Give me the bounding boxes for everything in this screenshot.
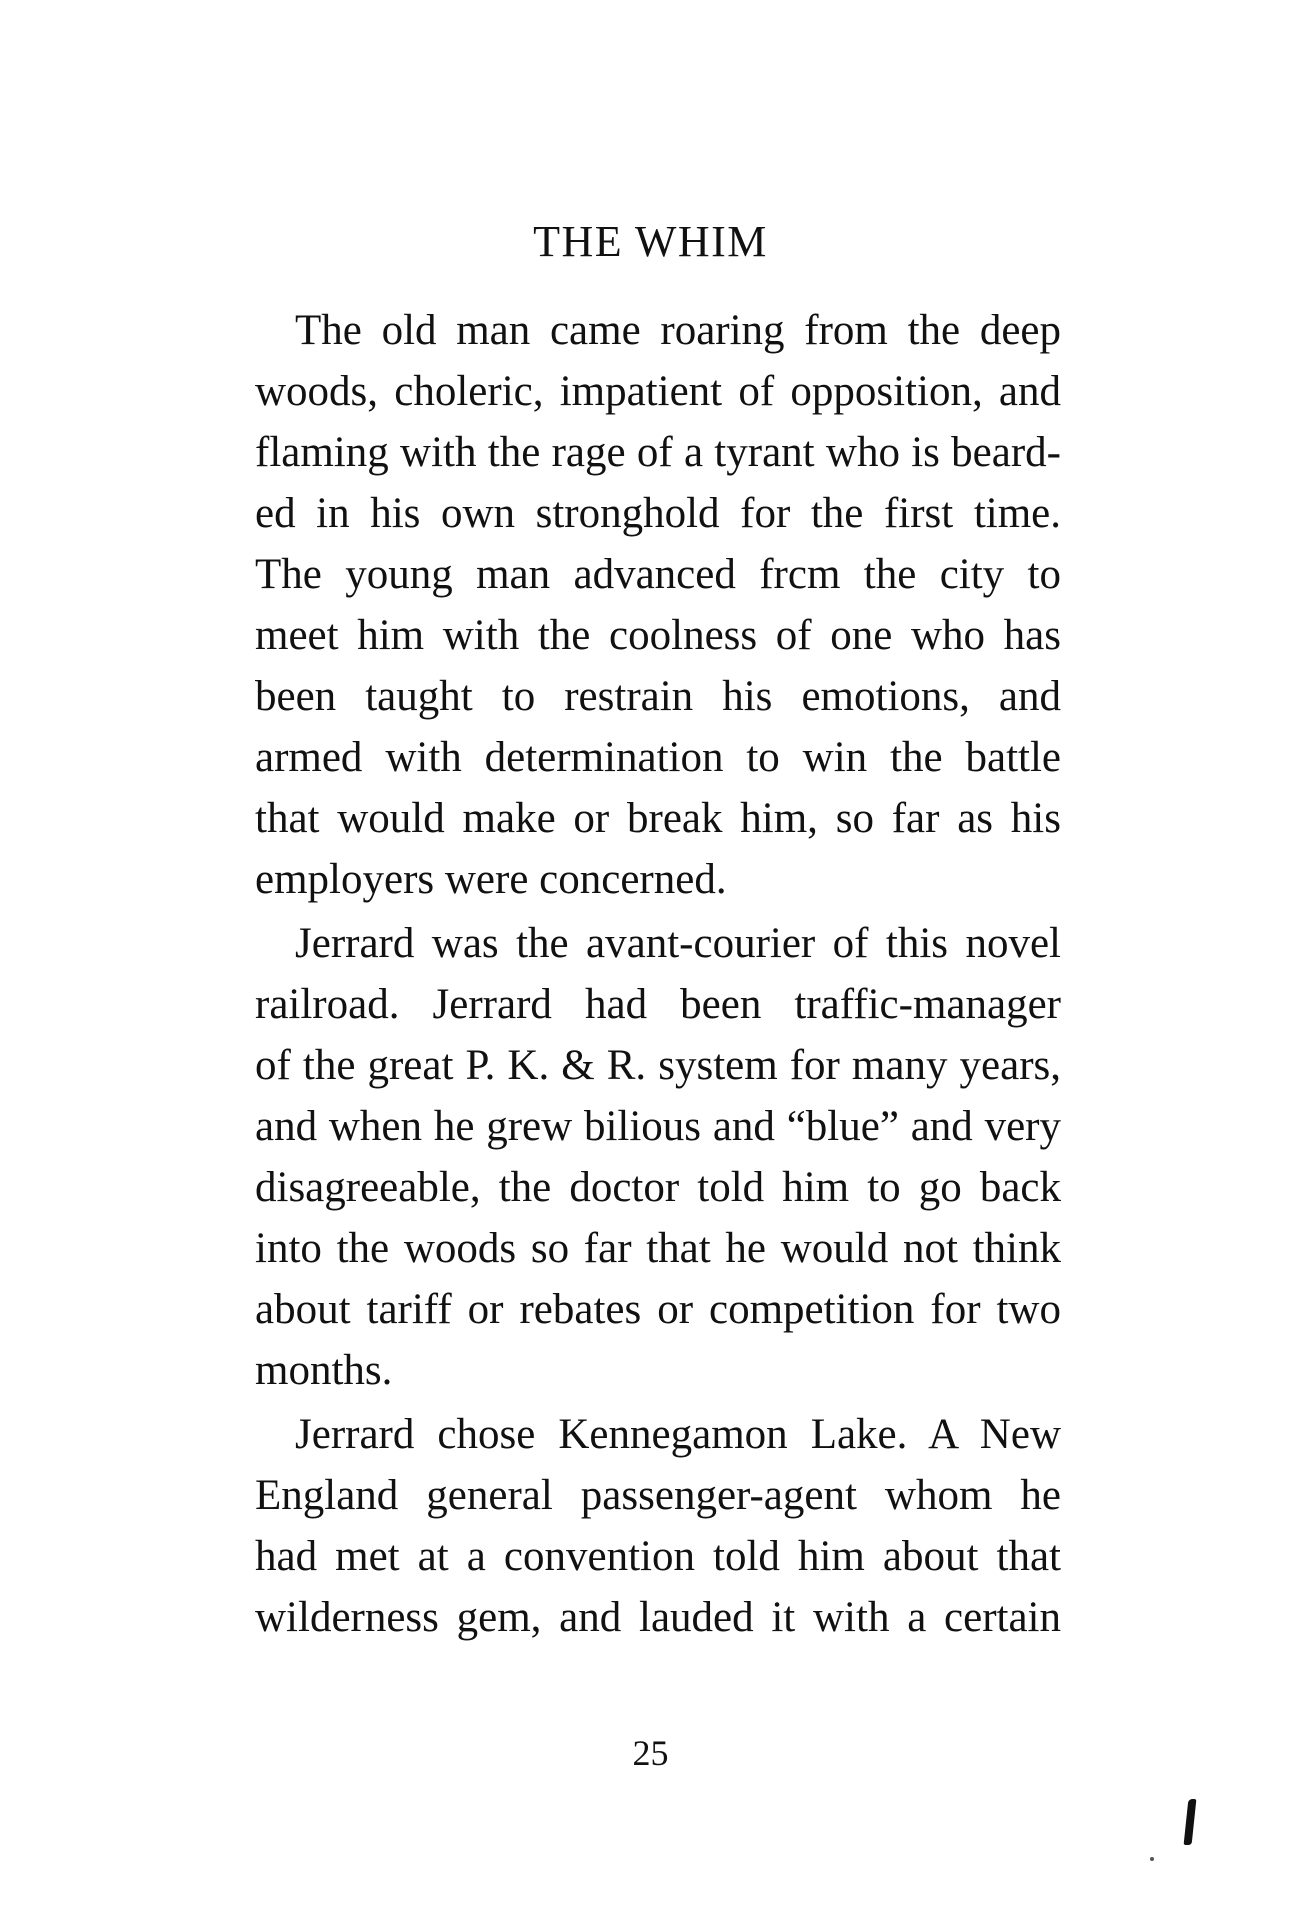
text-line: armed with determination to win the battle [255, 734, 1061, 781]
paragraph-3 [255, 1404, 1061, 1648]
text-line: Jerrard chose Kennegamon Lake. A New [295, 1411, 1061, 1458]
text-line: England general passenger-agent whom he [255, 1472, 1061, 1519]
page-number: 25 [632, 1733, 669, 1773]
text-line: ed in his own stronghold for the first time. [255, 490, 1061, 537]
text-line: The young man advanced frcm the city to [255, 551, 1061, 598]
text-line: railroad. Jerrard had been traffic-manager [255, 981, 1061, 1028]
ink-mark [1184, 1799, 1197, 1845]
text-line: meet him with the coolness of one who has [255, 612, 1061, 659]
text-line: and when he grew bilious and “blue” and very [255, 1103, 1061, 1150]
running-head: THE WHIM [533, 217, 768, 266]
text-line: that would make or break him, so far as his [255, 795, 1061, 842]
text-line: The old man came roaring from the deep [295, 307, 1061, 354]
text-line: of the great P. K. & R. system for many years, [255, 1042, 1061, 1089]
text-line: Jerrard was the avant-courier of this novel [295, 920, 1061, 967]
text-line: woods, choleric, impatient of opposition, and [255, 368, 1061, 415]
text-line: been taught to restrain his emotions, and [255, 673, 1061, 720]
text-line: employers were concerned. [255, 856, 727, 903]
paragraph-2 [255, 913, 1061, 1401]
text-line: months. [255, 1347, 393, 1394]
text-line: about tariff or rebates or competition for two [255, 1286, 1061, 1333]
text-line: wilderness gem, and lauded it with a certain [255, 1594, 1061, 1641]
body-text [255, 300, 1061, 1648]
paragraph-1 [255, 300, 1061, 910]
text-line: into the woods so far that he would not think [255, 1225, 1061, 1272]
text-line: disagreeable, the doctor told him to go back [255, 1164, 1061, 1211]
text-line: flaming with the rage of a tyrant who is beard- [255, 429, 1061, 476]
text-line: had met at a convention told him about that [255, 1533, 1061, 1580]
ink-speck [1150, 1857, 1154, 1861]
